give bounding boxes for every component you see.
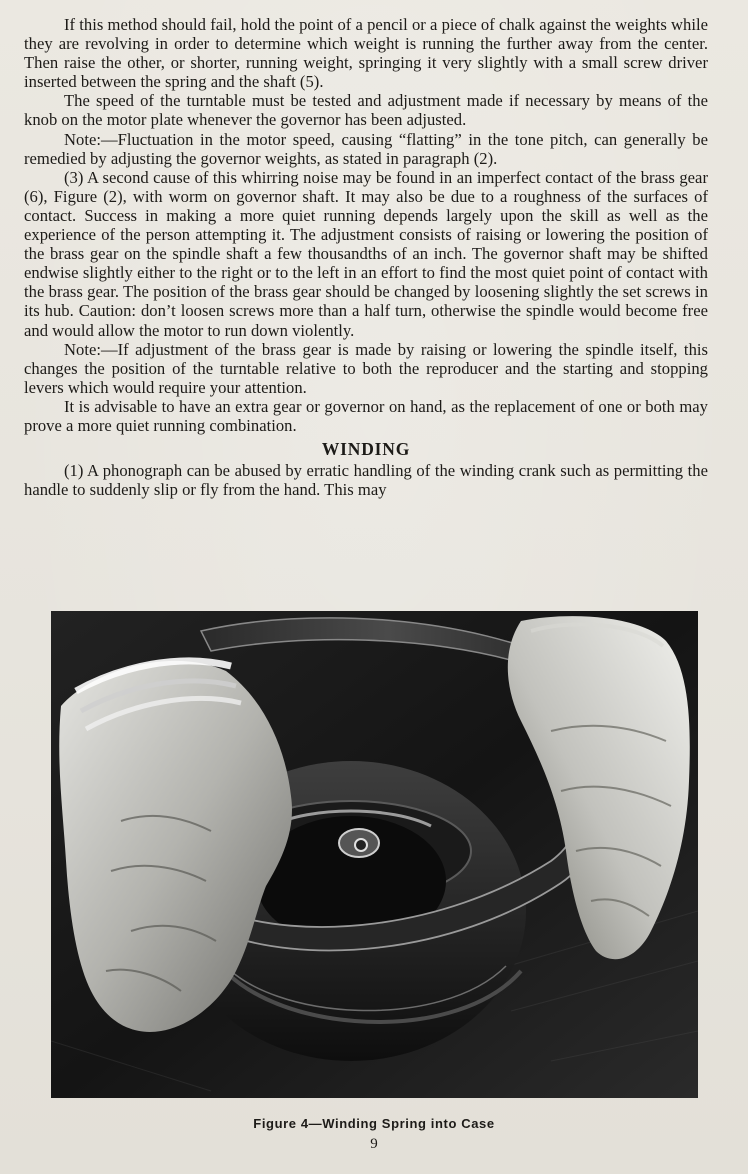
- paragraph-method-fail: If this method should fail, hold the point of a pencil or a piece of chalk against the weights while they are revolving in order to determine which weight is running the further away from the center. Then raise the other, or shorter, running weight, springing it very slightly with a small screw driver inserted between the spring and the shaft (5).: [24, 15, 708, 92]
- paragraph-note-brass-gear: Note:—If adjustment of the brass gear is made by raising or lowering the spindle itself, this changes the position of the turntable relative to both the reproducer and the starting and stopping levers which would require your attention.: [24, 339, 708, 397]
- paragraph-winding-crank: (1) A phonograph can be abused by erratic handling of the winding crank such as permitting the handle to suddenly slip or fly from the hand. This may: [24, 461, 708, 500]
- figure-caption: Figure 4—Winding Spring into Case: [253, 1116, 495, 1131]
- figure-photo: [51, 611, 698, 1098]
- page-number: 9: [370, 1136, 378, 1152]
- paragraph-turntable-speed: The speed of the turntable must be tested and adjustment made if necessary by means of the knob on the motor plate whenever the governor has been adjusted.: [24, 91, 708, 130]
- paragraph-extra-gear: It is advisable to have an extra gear or governor on hand, as the replacement of one or both may prove a more quiet running combination.: [24, 396, 708, 435]
- body-text: [24, 15, 708, 499]
- paragraph-whirring-noise: (3) A second cause of this whirring noise may be found in an imperfect contact of the brass gear (6), Figure (2), with worm on governor shaft. It may also be due to a roughness of the surfaces of contact. Success in making a more quiet running depends largely upon the skill as well as the experience of the person attempting it. The adjustment consists of raising or lowering the position of the brass gear on the spindle shaft a few thousandths of an inch. The governor shaft may be shifted endwise slightly either to the right or to the left in an effort to find the most quiet point of contact with the brass gear. The position of the brass gear should be changed by loosening slightly the set screws in its hub. Caution: don’t loosen screws more than a half turn, otherwise the spindle would become free and would allow the motor to run down violently.: [24, 167, 708, 340]
- paragraph-note-fluctuation: Note:—Fluctuation in the motor speed, causing “flatting” in the tone pitch, can generally be remedied by adjusting the governor weights, as stated in paragraph (2).: [24, 129, 708, 168]
- winding-spring-photo: [51, 611, 698, 1098]
- section-heading: WINDING: [321, 439, 411, 460]
